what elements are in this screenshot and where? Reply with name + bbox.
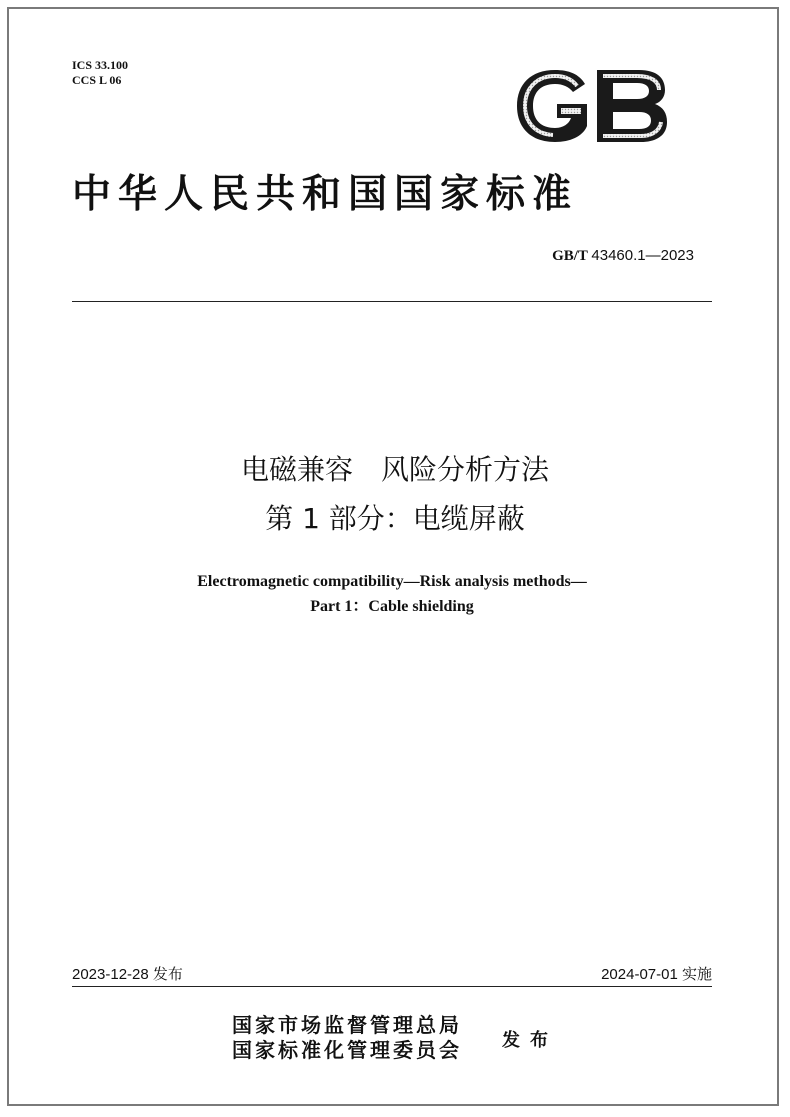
issuer-samr: 国家市场监督管理总局: [232, 1013, 462, 1037]
standard-prefix: GB/T: [552, 248, 588, 264]
standard-title-cn-line2: 第 1 部分：电缆屏蔽: [265, 502, 525, 535]
standard-number: [552, 247, 694, 265]
standard-title-cn-line1: 电磁兼容 风险分析方法: [240, 453, 549, 486]
issuing-authorities: [232, 1013, 462, 1063]
issue-date: 2023-12-28 发布: [72, 966, 183, 983]
ics-code: ICS 33.100: [72, 58, 129, 72]
issuer-sac: 国家标准化管理委员会: [232, 1038, 462, 1062]
gb-logo-text: GB: [591, 110, 593, 111]
classification-codes: [72, 58, 128, 88]
publish-label: 发布: [502, 1030, 558, 1051]
ccs-code: CCS L 06: [72, 73, 122, 87]
standard-code: 43460.1—2023: [591, 247, 694, 264]
bottom-divider: [72, 986, 712, 987]
standard-title-en-line1: Electromagnetic compatibility—Risk analysis methods—: [197, 573, 587, 590]
gb-logo: [513, 66, 669, 146]
standard-title-en-line2: Part 1：Cable shielding: [310, 598, 474, 615]
implementation-date: 2024-07-01 实施: [601, 966, 712, 983]
top-divider: [72, 301, 712, 302]
document-title: 中华人民共和国国家标准: [72, 171, 579, 217]
